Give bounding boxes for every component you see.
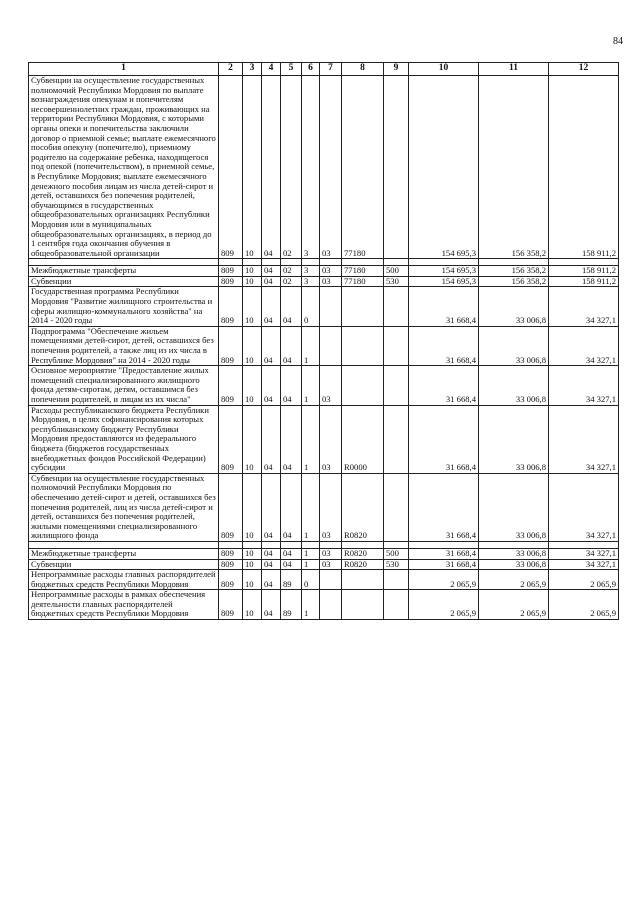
code-cell: 03 [320,366,342,405]
code-cell: 809 [219,326,243,365]
code-cell: 3 [302,266,320,277]
code-cell: 89 [281,590,302,620]
code-cell: 10 [243,76,262,259]
amount-cell: 2 065,9 [479,570,549,590]
spacer-cell [409,541,479,548]
row-description: Субвенции [29,559,219,570]
code-cell: 10 [243,405,262,473]
amount-cell: 31 668,4 [409,559,479,570]
code-cell: 04 [262,366,281,405]
column-header: 5 [281,63,302,76]
amount-cell: 2 065,9 [409,570,479,590]
code-cell: 809 [219,570,243,590]
code-cell: 1 [302,326,320,365]
column-header: 2 [219,63,243,76]
amount-cell: 31 668,4 [409,326,479,365]
header-row [29,63,619,76]
spacer-cell [302,541,320,548]
code-cell: 809 [219,266,243,277]
code-cell: 809 [219,366,243,405]
code-cell: 809 [219,548,243,559]
row-description: Субвенции на осуществление государственных полномочий Республики Мордовия по выплате вознаграждения опекунам и попечителям несовершеннолетних граждан, проживающих на территории Республики Мордовия, с которыми органы опеки и попечительства заключили договор о приемной семье; выплате ежемесячного пособия опекуну (попечителю), приемному родителю на содержание ребенка, находящегося под опекой (попечительством), в приемной семье, в Республике Мордовия; выплате ежемесячного денежного пособия лицам из числа детей-сирот и детей, оставшихся без попечения родителей, обучающимся в государственных общеобразовательных организациях Республики Мордовия или в муниципальных общеобразовательных организациях, в период до 1 сентября года окончания обучения в общеобразовательной организации [29,76,219,259]
row-description: Субвенции на осуществление государственных полномочий Республики Мордовия по обеспечению детей-сирот и детей, оставшихся без попечения родителей, лиц из числа детей-сирот и детей, оставшихся без попечения родителей, жилыми помещениями специализированного жилищного фонда [29,473,219,541]
amount-cell: 156 358,2 [479,76,549,259]
code-cell: 10 [243,326,262,365]
code-cell: 500 [384,548,409,559]
code-cell [384,326,409,365]
code-cell: 03 [320,559,342,570]
code-cell: 04 [262,266,281,277]
code-cell: 04 [262,276,281,287]
table-row [29,559,619,570]
spacer-cell [320,259,342,266]
spacer-cell [219,259,243,266]
spacer-cell [320,541,342,548]
amount-cell: 154 695,3 [409,266,479,277]
code-cell [320,287,342,326]
table-row [29,276,619,287]
code-cell: 04 [262,590,281,620]
spacer-cell [409,259,479,266]
code-cell: 0 [302,287,320,326]
amount-cell: 33 006,8 [479,366,549,405]
code-cell [320,326,342,365]
amount-cell: 2 065,9 [479,590,549,620]
table-row [29,405,619,473]
code-cell: 10 [243,266,262,277]
table-row [29,266,619,277]
code-cell [384,76,409,259]
amount-cell: 34 327,1 [549,548,619,559]
amount-cell: 154 695,3 [409,76,479,259]
code-cell: 10 [243,590,262,620]
amount-cell: 34 327,1 [549,287,619,326]
table-row [29,590,619,620]
code-cell: R0000 [342,405,384,473]
code-cell: 77180 [342,266,384,277]
page-number: 84 [613,36,623,47]
code-cell [384,590,409,620]
spacer-cell [342,259,384,266]
code-cell [384,473,409,541]
amount-cell: 33 006,8 [479,548,549,559]
code-cell [342,590,384,620]
column-header: 4 [262,63,281,76]
row-description: Межбюджетные трансферты [29,548,219,559]
row-description: Непрограммные расходы в рамках обеспечения деятельности главных распорядителей бюджетных средств Республики Мордовия [29,590,219,620]
code-cell [342,570,384,590]
code-cell: 03 [320,548,342,559]
spacer-cell [29,541,219,548]
code-cell [384,287,409,326]
amount-cell: 33 006,8 [479,405,549,473]
amount-cell: 2 065,9 [549,590,619,620]
code-cell: R0820 [342,473,384,541]
code-cell: 809 [219,405,243,473]
code-cell: 10 [243,366,262,405]
code-cell: 3 [302,76,320,259]
code-cell: 1 [302,405,320,473]
spacer-cell [479,541,549,548]
code-cell: 04 [281,405,302,473]
amount-cell: 34 327,1 [549,405,619,473]
code-cell: 809 [219,559,243,570]
code-cell: 04 [262,570,281,590]
spacer-cell [281,259,302,266]
code-cell: 04 [262,405,281,473]
code-cell: 1 [302,559,320,570]
amount-cell: 31 668,4 [409,548,479,559]
code-cell: 03 [320,276,342,287]
row-description: Государственная программа Республики Мордовия "Развитие жилищного строительства и сферы жилищно-коммунального хозяйства" на 2014 - 2020 годы [29,287,219,326]
amount-cell: 2 065,9 [409,590,479,620]
amount-cell: 158 911,2 [549,266,619,277]
table-row [29,473,619,541]
column-header: 7 [320,63,342,76]
column-header: 8 [342,63,384,76]
code-cell: 04 [262,287,281,326]
table-body [29,76,619,620]
amount-cell: 34 327,1 [549,559,619,570]
amount-cell: 34 327,1 [549,473,619,541]
amount-cell: 33 006,8 [479,559,549,570]
code-cell: 04 [281,366,302,405]
spacer-cell [281,541,302,548]
code-cell: 10 [243,559,262,570]
code-cell: 02 [281,266,302,277]
amount-cell: 2 065,9 [549,570,619,590]
table-row [29,570,619,590]
code-cell: 10 [243,276,262,287]
code-cell: 1 [302,590,320,620]
code-cell: 1 [302,548,320,559]
spacer-cell [479,259,549,266]
code-cell: 1 [302,366,320,405]
code-cell [342,287,384,326]
table-row [29,287,619,326]
column-header: 9 [384,63,409,76]
code-cell: 89 [281,570,302,590]
code-cell: 04 [262,473,281,541]
code-cell: 10 [243,548,262,559]
code-cell: 10 [243,570,262,590]
table-row [29,366,619,405]
spacer-cell [262,259,281,266]
amount-cell: 33 006,8 [479,326,549,365]
spacer-cell [219,541,243,548]
budget-table [28,62,619,620]
code-cell: 0 [302,570,320,590]
column-header: 1 [29,63,219,76]
amount-cell: 31 668,4 [409,366,479,405]
spacer-cell [262,541,281,548]
code-cell: 04 [262,559,281,570]
code-cell: 04 [281,326,302,365]
code-cell: 809 [219,287,243,326]
code-cell: 530 [384,276,409,287]
row-description: Основное мероприятие "Предоставление жилых помещений специализированного жилищного фонда детям-сиротам, детям, оставшимся без попечения родителей, и лицам из их числа" [29,366,219,405]
code-cell: 03 [320,76,342,259]
code-cell: 1 [302,473,320,541]
table-row [29,548,619,559]
code-cell: 04 [262,326,281,365]
spacer-cell [29,259,219,266]
code-cell: 04 [262,76,281,259]
code-cell: 02 [281,276,302,287]
code-cell: 3 [302,276,320,287]
code-cell: 809 [219,590,243,620]
spacer-cell [243,259,262,266]
code-cell: 530 [384,559,409,570]
code-cell: 809 [219,76,243,259]
code-cell: 809 [219,473,243,541]
code-cell: 500 [384,266,409,277]
amount-cell: 154 695,3 [409,276,479,287]
column-header: 3 [243,63,262,76]
code-cell [384,366,409,405]
code-cell: 77180 [342,276,384,287]
code-cell: R0820 [342,559,384,570]
amount-cell: 156 358,2 [479,266,549,277]
row-description: Межбюджетные трансферты [29,266,219,277]
code-cell: 04 [281,473,302,541]
row-description: Непрограммные расходы главных распорядителей бюджетных средств Республики Мордовия [29,570,219,590]
spacer-cell [342,541,384,548]
row-spacer [29,541,619,548]
table-row [29,76,619,259]
code-cell: 03 [320,405,342,473]
amount-cell: 31 668,4 [409,473,479,541]
amount-cell: 34 327,1 [549,366,619,405]
row-description: Подпрограмма "Обеспечение жильем помещениями детей-сирот, детей, оставшихся без попечения родителей, а также лиц из их числа в Республике Мордовия" на 2014 - 2020 годы [29,326,219,365]
code-cell: R0820 [342,548,384,559]
code-cell [384,570,409,590]
code-cell: 10 [243,473,262,541]
code-cell: 04 [262,548,281,559]
amount-cell: 33 006,8 [479,287,549,326]
amount-cell: 158 911,2 [549,276,619,287]
spacer-cell [243,541,262,548]
row-description: Субвенции [29,276,219,287]
code-cell: 10 [243,287,262,326]
code-cell: 77180 [342,76,384,259]
spacer-cell [549,541,619,548]
table-row [29,326,619,365]
code-cell: 04 [281,559,302,570]
row-description: Расходы республиканского бюджета Республики Мордовия, в целях софинансирования которых республиканскому бюджету Республики Мордовия предоставляются из федерального бюджета (бюджетов государственных внебюджетных фондов Российской Федерации) субсидии [29,405,219,473]
code-cell [320,590,342,620]
column-header: 10 [409,63,479,76]
code-cell: 04 [281,548,302,559]
code-cell [320,570,342,590]
code-cell [384,405,409,473]
spacer-cell [384,259,409,266]
code-cell [342,366,384,405]
row-spacer [29,259,619,266]
spacer-cell [302,259,320,266]
amount-cell: 156 358,2 [479,276,549,287]
amount-cell: 33 006,8 [479,473,549,541]
code-cell: 809 [219,276,243,287]
code-cell: 03 [320,266,342,277]
column-header: 11 [479,63,549,76]
spacer-cell [549,259,619,266]
spacer-cell [384,541,409,548]
code-cell: 04 [281,287,302,326]
column-header: 12 [549,63,619,76]
amount-cell: 34 327,1 [549,326,619,365]
code-cell: 02 [281,76,302,259]
amount-cell: 31 668,4 [409,405,479,473]
code-cell: 03 [320,473,342,541]
amount-cell: 31 668,4 [409,287,479,326]
column-header: 6 [302,63,320,76]
code-cell [342,326,384,365]
amount-cell: 158 911,2 [549,76,619,259]
